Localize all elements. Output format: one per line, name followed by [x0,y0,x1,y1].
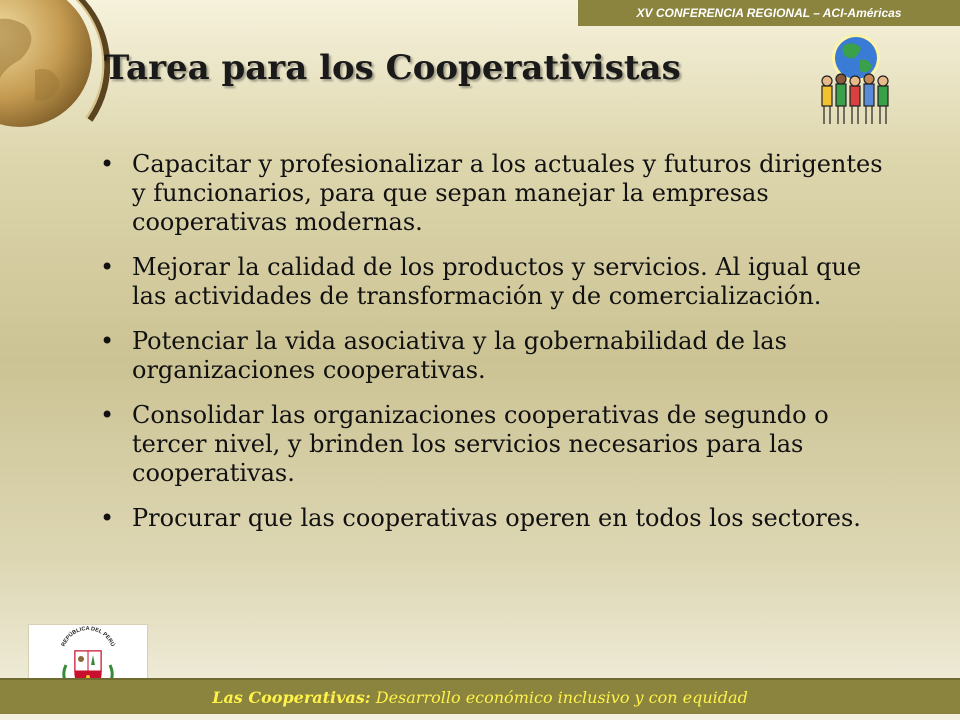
bullet-symbol: • [100,401,115,429]
bullet-symbol: • [100,150,115,178]
bullet-symbol: • [100,504,115,532]
bullet-text: Mejorar la calidad de los productos y servicios. Al igual que las actividades de transformación y de comercialización. [132,253,862,310]
conference-banner: XV CONFERENCIA REGIONAL – ACI-Américas [578,0,960,26]
svg-text:REPÚBLICA DEL PERÚ [61,626,117,648]
slide-title: Tarea para los Cooperativistas [104,48,681,88]
bullet-text: Procurar que las cooperativas operen en todos los sectores. [132,504,861,532]
bullet-item [100,150,890,237]
people-globe-logo [816,30,896,130]
footer-text [0,688,960,707]
bullet-list [100,150,890,549]
bullet-item [100,327,890,385]
bullet-text: Capacitar y profesionalizar a los actuales y futuros dirigentes y funcionarios, para que sepan manejar la empresas cooperativas modernas. [132,150,883,236]
footer-lead: Las Cooperativas: [212,688,371,707]
bullet-symbol: • [100,253,115,281]
bullet-text: Potenciar la vida asociativa y la gobernabilidad de las organizaciones cooperativas. [132,327,787,384]
footer-bar [0,678,960,714]
footer-tagline: Desarrollo económico inclusivo y con equidad [370,688,748,707]
bullet-item [100,504,890,533]
crest-arc-text: REPÚBLICA DEL PERÚ [60,625,116,648]
globe-icon [0,0,110,150]
bullet-item [100,253,890,311]
bullet-item [100,401,890,488]
bullet-symbol: • [100,327,115,355]
bullet-text: Consolidar las organizaciones cooperativas de segundo o tercer nivel, y brinden los servicios necesarios para las cooperativas. [132,401,829,487]
